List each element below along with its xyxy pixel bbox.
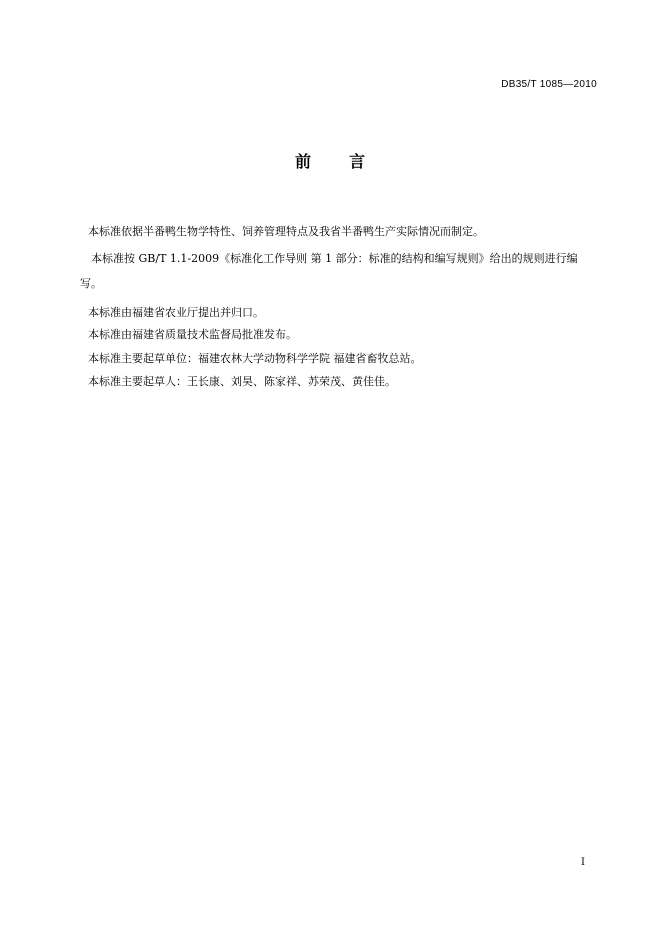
title-char-2: 言 [349, 152, 368, 171]
document-code: DB35/T 1085—2010 [501, 79, 597, 90]
paragraph-drafting-rules: 本标准按 GB/T 1.1-2009《标准化工作导则 第 1 部分：标准的结构和编写规则》给出的规则进行编 [91, 252, 578, 265]
page-number: I [581, 857, 585, 868]
paragraph-drafting-units: 本标准主要起草单位：福建农林大学动物科学学院 福建省畜牧总站。 [88, 352, 422, 365]
paragraph-approver: 本标准由福建省质量技术监督局批准发布。 [88, 328, 297, 341]
paragraph-basis: 本标准依据半番鸭生物学特性、饲养管理特点及我省半番鸭生产实际情况而制定。 [88, 225, 484, 238]
title-char-1: 前 [294, 152, 313, 171]
page-title [0, 149, 662, 172]
paragraph-proposer: 本标准由福建省农业厅提出并归口。 [88, 306, 264, 319]
paragraph-drafting-rules-continued: 写。 [80, 277, 102, 290]
paragraph-drafters: 本标准主要起草人：王长康、刘昊、陈家祥、苏荣茂、黄佳佳。 [88, 375, 396, 388]
